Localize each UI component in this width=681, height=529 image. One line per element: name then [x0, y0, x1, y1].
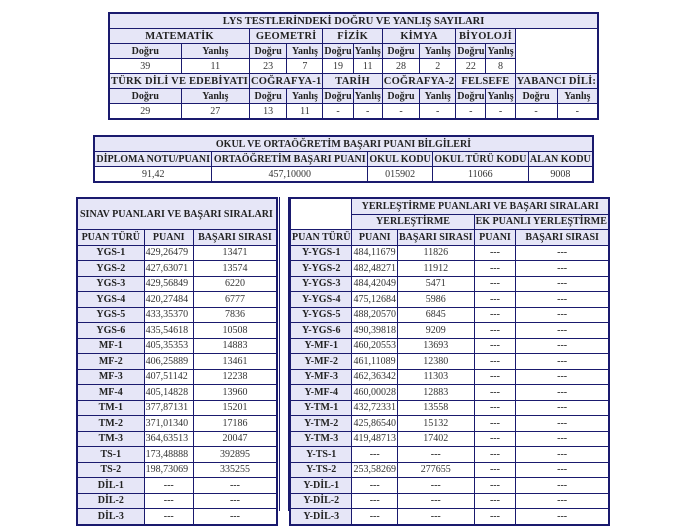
- score-cell: 198,73069: [144, 462, 193, 478]
- rank-cell: 392895: [193, 447, 277, 463]
- score-cell: 371,01340: [144, 416, 193, 432]
- score-cell: 405,35353: [144, 338, 193, 354]
- matematik-wrong: 11: [181, 59, 249, 74]
- rank-cell: 13461: [193, 354, 277, 370]
- rank-cell: 7836: [193, 307, 277, 323]
- subject-tarih: TARİH: [323, 74, 382, 89]
- placement-score-row: [290, 400, 609, 416]
- score-cell: ---: [144, 493, 193, 509]
- correct-label: Doğru: [382, 89, 419, 104]
- correct-label: Doğru: [109, 89, 181, 104]
- subject-yabanci-dili: YABANCI DİLİ:: [516, 75, 597, 87]
- correct-label: Doğru: [324, 45, 352, 57]
- rank-cell: 10508: [193, 323, 277, 339]
- rank-header: BAŞARI SIRASI: [193, 230, 277, 246]
- placement-rank-cell: 11912: [397, 261, 474, 277]
- exam-score-row: [77, 509, 277, 525]
- placement-score-cell: 419,48713: [352, 431, 398, 447]
- rank-cell: 13960: [193, 385, 277, 401]
- kimya-wrong: 2: [420, 59, 456, 74]
- placement-score-row: [290, 493, 609, 509]
- bonus-rank-cell: ---: [516, 493, 609, 509]
- placement-score-cell: 475,12684: [352, 292, 398, 308]
- subject-felsefe: FELSEFE: [456, 74, 515, 89]
- score-type-cell: Y-TM-3: [290, 431, 352, 447]
- biyoloji-wrong: 8: [486, 59, 515, 74]
- placement-score-row: [290, 338, 609, 354]
- rank-cell: ---: [193, 509, 277, 525]
- table-divider: [279, 197, 289, 511]
- rank-cell: 12238: [193, 369, 277, 385]
- exam-score-row: [77, 323, 277, 339]
- diploma-value: 91,42: [94, 167, 212, 183]
- rank-cell: 15201: [193, 400, 277, 416]
- placement-score-row: [290, 323, 609, 339]
- score-cell: 429,26479: [144, 245, 193, 261]
- score-type-cell: Y-MF-3: [290, 369, 352, 385]
- cografya-1-correct: 13: [249, 104, 286, 120]
- bonus-score-cell: ---: [474, 292, 516, 308]
- score-type-cell: YGS-6: [77, 323, 144, 339]
- placement-rank-cell: 11303: [397, 369, 474, 385]
- placement-rank-cell: 11826: [397, 245, 474, 261]
- placement-score-cell: 461,11089: [352, 354, 398, 370]
- subject-biyoloji: BİYOLOJİ: [456, 29, 515, 44]
- placement-rank-cell: 12883: [397, 385, 474, 401]
- placement-score-row: [290, 261, 609, 277]
- correct-label: Doğru: [457, 90, 485, 102]
- lys-results-table: [108, 12, 599, 120]
- placement-rank-cell: 15132: [397, 416, 474, 432]
- wrong-label: Yanlış: [487, 90, 514, 102]
- score-type-cell: DİL-1: [77, 478, 144, 494]
- placement-score-row: [290, 462, 609, 478]
- placement-score-row: [290, 307, 609, 323]
- correct-label: Doğru: [249, 44, 286, 59]
- placement-score-cell: ---: [352, 447, 398, 463]
- placement-score-row: [290, 509, 609, 525]
- fizik-correct: 19: [323, 59, 353, 74]
- wrong-label: Yanlış: [557, 89, 598, 104]
- exam-score-row: [77, 416, 277, 432]
- bonus-rank-cell: ---: [516, 478, 609, 494]
- placement-score-cell: 490,39818: [352, 323, 398, 339]
- placement-score-cell: 462,36342: [352, 369, 398, 385]
- placement-score-row: [290, 354, 609, 370]
- exam-score-row: [77, 385, 277, 401]
- wrong-label: Yanlış: [287, 89, 323, 104]
- correct-label: Doğru: [457, 45, 485, 57]
- placement-score-cell: ---: [352, 509, 398, 525]
- score-type-cell: Y-YGS-4: [290, 292, 352, 308]
- bonus-score-cell: ---: [474, 261, 516, 277]
- score-cell: 433,35370: [144, 307, 193, 323]
- score-type-cell: DİL-3: [77, 509, 144, 525]
- bonus-score-cell: ---: [474, 385, 516, 401]
- tarih-correct: -: [323, 104, 353, 120]
- exam-score-row: [77, 354, 277, 370]
- matematik-correct: 39: [109, 59, 181, 74]
- placement-rank-cell: 5471: [397, 276, 474, 292]
- score-type-cell: YGS-2: [77, 261, 144, 277]
- placement-rank-cell: 6845: [397, 307, 474, 323]
- placement-score-row: [290, 431, 609, 447]
- cografya-1-wrong: 11: [287, 104, 323, 120]
- wrong-label: Yanlış: [487, 45, 514, 57]
- rank-cell: 13471: [193, 245, 277, 261]
- score-header: PUANI: [144, 230, 193, 246]
- placement-score-cell: 484,11679: [352, 245, 398, 261]
- bonus-rank-cell: ---: [516, 431, 609, 447]
- placement-rank-cell: 13558: [397, 400, 474, 416]
- bonus-rank-cell: ---: [516, 245, 609, 261]
- wrong-label: Yanlış: [354, 45, 381, 57]
- score-type-cell: Y-TS-1: [290, 447, 352, 463]
- bonus-score-cell: ---: [474, 276, 516, 292]
- placement-rank-cell: 277655: [397, 462, 474, 478]
- score-type-cell: TS-2: [77, 462, 144, 478]
- exam-score-row: [77, 369, 277, 385]
- bonus-rank-cell: ---: [516, 416, 609, 432]
- score-type-cell: MF-1: [77, 338, 144, 354]
- placement-score-row: [290, 447, 609, 463]
- correct-label: Doğru: [109, 44, 181, 59]
- rank-cell: 6777: [193, 292, 277, 308]
- placement-score-row: [290, 245, 609, 261]
- placement-score-header: PUANI: [352, 230, 398, 246]
- obp-header: ORTAÖĞRETİM BAŞARI PUANI: [212, 152, 368, 167]
- rank-cell: 14883: [193, 338, 277, 354]
- bonus-rank-header: BAŞARI SIRASI: [516, 230, 609, 246]
- score-type-cell: Y-MF-4: [290, 385, 352, 401]
- correct-label: Doğru: [382, 44, 419, 59]
- school-code-header: OKUL KODU: [369, 153, 431, 165]
- subject-turk-dili: TÜRK DİLİ VE EDEBİYATI: [111, 75, 248, 87]
- cografya-2-wrong: -: [420, 104, 456, 120]
- score-type-cell: Y-DİL-1: [290, 478, 352, 494]
- wrong-label: Yanlış: [287, 44, 323, 59]
- exam-score-row: [77, 245, 277, 261]
- score-type-header: PUAN TÜRÜ: [77, 230, 144, 246]
- score-type-cell: MF-2: [77, 354, 144, 370]
- school-code-value: 015902: [368, 167, 433, 183]
- bonus-score-cell: ---: [474, 509, 516, 525]
- exam-scores-table: [76, 197, 278, 526]
- score-cell: ---: [144, 478, 193, 494]
- score-cell: 406,25889: [144, 354, 193, 370]
- turk-dili-wrong: 27: [181, 104, 249, 120]
- bonus-score-cell: ---: [474, 447, 516, 463]
- score-type-header: PUAN TÜRÜ: [290, 230, 352, 246]
- lys-table-title: LYS TESTLERİNDEKİ DOĞRU VE YANLIŞ SAYILARI: [109, 13, 598, 29]
- placement-score-cell: 460,20553: [352, 338, 398, 354]
- score-type-cell: YGS-4: [77, 292, 144, 308]
- bonus-rank-cell: ---: [516, 276, 609, 292]
- exam-score-row: [77, 276, 277, 292]
- bonus-placement-group-header: EK PUANLI YERLEŞTİRME: [474, 214, 609, 230]
- score-type-cell: MF-4: [77, 385, 144, 401]
- score-cell: 420,27484: [144, 292, 193, 308]
- school-type-header: OKUL TÜRÜ KODU: [434, 153, 527, 165]
- exam-scores-title: SINAV PUANLARI VE BAŞARI SIRALARI: [77, 198, 277, 230]
- rank-cell: 17186: [193, 416, 277, 432]
- placement-score-cell: 482,48271: [352, 261, 398, 277]
- bonus-score-cell: ---: [474, 245, 516, 261]
- score-cell: 377,87131: [144, 400, 193, 416]
- score-type-cell: TM-2: [77, 416, 144, 432]
- exam-score-row: [77, 478, 277, 494]
- placement-rank-cell: 9209: [397, 323, 474, 339]
- score-type-cell: YGS-1: [77, 245, 144, 261]
- obp-value: 457,10000: [212, 167, 368, 183]
- score-type-cell: DİL-2: [77, 493, 144, 509]
- bonus-score-cell: ---: [474, 338, 516, 354]
- score-type-cell: Y-YGS-3: [290, 276, 352, 292]
- bonus-rank-cell: ---: [516, 447, 609, 463]
- subject-geometri: GEOMETRİ: [249, 29, 322, 44]
- wrong-label: Yanlış: [420, 89, 456, 104]
- school-info-title: OKUL VE ORTAÖĞRETİM BAŞARI PUANI BİLGİLERİ: [94, 136, 593, 152]
- exam-score-row: [77, 292, 277, 308]
- score-cell: 407,51142: [144, 369, 193, 385]
- placement-score-cell: 484,42049: [352, 276, 398, 292]
- bonus-score-cell: ---: [474, 431, 516, 447]
- placement-rank-header: BAŞARI SIRASI: [397, 230, 474, 246]
- bonus-score-cell: ---: [474, 354, 516, 370]
- placement-rank-cell: ---: [397, 493, 474, 509]
- bonus-score-cell: ---: [474, 369, 516, 385]
- score-cell: 435,54618: [144, 323, 193, 339]
- bonus-rank-cell: ---: [516, 509, 609, 525]
- yabanci-dili-correct: -: [515, 104, 557, 120]
- score-cell: 364,63513: [144, 431, 193, 447]
- subject-cografya-1: COĞRAFYA-1: [250, 75, 322, 87]
- bonus-rank-cell: ---: [516, 462, 609, 478]
- score-cell: 429,56849: [144, 276, 193, 292]
- bonus-rank-cell: ---: [516, 369, 609, 385]
- score-type-cell: Y-MF-1: [290, 338, 352, 354]
- correct-label: Doğru: [249, 89, 286, 104]
- rank-cell: ---: [193, 478, 277, 494]
- score-type-cell: Y-YGS-5: [290, 307, 352, 323]
- placement-score-row: [290, 369, 609, 385]
- exam-score-row: [77, 447, 277, 463]
- exam-score-row: [77, 462, 277, 478]
- placement-score-cell: 425,86540: [352, 416, 398, 432]
- score-type-cell: MF-3: [77, 369, 144, 385]
- bonus-score-cell: ---: [474, 493, 516, 509]
- placement-rank-cell: ---: [397, 447, 474, 463]
- exam-score-row: [77, 338, 277, 354]
- wrong-label: Yanlış: [420, 44, 456, 59]
- bonus-score-cell: ---: [474, 416, 516, 432]
- placement-score-row: [290, 385, 609, 401]
- bonus-rank-cell: ---: [516, 323, 609, 339]
- placement-rank-cell: 5986: [397, 292, 474, 308]
- exam-score-row: [77, 261, 277, 277]
- correct-label: Doğru: [324, 90, 352, 102]
- placement-scores-table: [289, 197, 610, 526]
- bonus-score-header: PUANI: [474, 230, 516, 246]
- bonus-score-cell: ---: [474, 462, 516, 478]
- felsefe-wrong: -: [486, 104, 515, 120]
- bonus-score-cell: ---: [474, 307, 516, 323]
- exam-score-row: [77, 431, 277, 447]
- placement-rank-cell: ---: [397, 509, 474, 525]
- score-type-cell: YGS-5: [77, 307, 144, 323]
- diploma-header: DİPLOMA NOTU/PUANI: [94, 152, 212, 167]
- score-type-cell: Y-DİL-3: [290, 509, 352, 525]
- geometri-correct: 23: [249, 59, 286, 74]
- rank-cell: 335255: [193, 462, 277, 478]
- score-type-cell: YGS-3: [77, 276, 144, 292]
- score-cell: 427,63071: [144, 261, 193, 277]
- rank-cell: 20047: [193, 431, 277, 447]
- correct-label: Doğru: [515, 89, 557, 104]
- subject-matematik: MATEMATİK: [109, 29, 249, 44]
- bonus-score-cell: ---: [474, 323, 516, 339]
- wrong-label: Yanlış: [181, 89, 249, 104]
- score-type-cell: Y-TM-2: [290, 416, 352, 432]
- bonus-rank-cell: ---: [516, 400, 609, 416]
- placement-scores-title: YERLEŞTİRME PUANLARI VE BAŞARI SIRALARI: [352, 198, 609, 214]
- bonus-rank-cell: ---: [516, 307, 609, 323]
- placement-score-row: [290, 416, 609, 432]
- placement-rank-cell: ---: [397, 478, 474, 494]
- placement-score-cell: ---: [352, 478, 398, 494]
- score-type-cell: Y-YGS-2: [290, 261, 352, 277]
- score-type-cell: Y-YGS-6: [290, 323, 352, 339]
- bonus-rank-cell: ---: [516, 385, 609, 401]
- score-type-cell: TM-3: [77, 431, 144, 447]
- placement-rank-cell: 13693: [397, 338, 474, 354]
- wrong-label: Yanlış: [354, 90, 381, 102]
- subject-fizik: FİZİK: [323, 29, 382, 44]
- kimya-correct: 28: [382, 59, 419, 74]
- wrong-label: Yanlış: [181, 44, 249, 59]
- score-type-cell: Y-MF-2: [290, 354, 352, 370]
- score-type-cell: TS-1: [77, 447, 144, 463]
- yabanci-dili-wrong: -: [557, 104, 598, 120]
- exam-score-row: [77, 400, 277, 416]
- placement-rank-cell: 12380: [397, 354, 474, 370]
- placement-score-cell: 460,00028: [352, 385, 398, 401]
- score-cell: ---: [144, 509, 193, 525]
- empty-corner-cell: [290, 198, 352, 230]
- score-type-cell: Y-TM-1: [290, 400, 352, 416]
- placement-score-cell: 253,58269: [352, 462, 398, 478]
- turk-dili-correct: 29: [109, 104, 181, 120]
- placement-score-cell: 488,20570: [352, 307, 398, 323]
- bonus-rank-cell: ---: [516, 261, 609, 277]
- exam-score-row: [77, 307, 277, 323]
- school-info-table: [93, 135, 594, 183]
- placement-group-header: YERLEŞTİRME: [352, 214, 474, 230]
- placement-rank-cell: 17402: [397, 431, 474, 447]
- score-cell: 405,14828: [144, 385, 193, 401]
- placement-score-row: [290, 276, 609, 292]
- placement-score-cell: 432,72331: [352, 400, 398, 416]
- placement-score-row: [290, 478, 609, 494]
- field-code-value: 9008: [528, 167, 593, 183]
- rank-cell: 6220: [193, 276, 277, 292]
- bonus-score-cell: ---: [474, 478, 516, 494]
- bonus-rank-cell: ---: [516, 292, 609, 308]
- empty-cell: [515, 29, 598, 74]
- bonus-score-cell: ---: [474, 400, 516, 416]
- felsefe-correct: -: [456, 104, 486, 120]
- score-type-cell: Y-DİL-2: [290, 493, 352, 509]
- subject-cografya-2: COĞRAFYA-2: [383, 75, 455, 87]
- bonus-rank-cell: ---: [516, 338, 609, 354]
- score-cell: 173,48888: [144, 447, 193, 463]
- score-type-cell: TM-1: [77, 400, 144, 416]
- school-type-value: 11066: [432, 167, 528, 183]
- geometri-wrong: 7: [287, 59, 323, 74]
- tarih-wrong: -: [353, 104, 382, 120]
- biyoloji-correct: 22: [456, 59, 486, 74]
- fizik-wrong: 11: [353, 59, 382, 74]
- field-code-header: ALAN KODU: [528, 152, 593, 167]
- exam-score-row: [77, 493, 277, 509]
- score-type-cell: Y-TS-2: [290, 462, 352, 478]
- subject-kimya: KİMYA: [382, 29, 455, 44]
- score-type-cell: Y-YGS-1: [290, 245, 352, 261]
- bonus-rank-cell: ---: [516, 354, 609, 370]
- rank-cell: 13574: [193, 261, 277, 277]
- placement-score-cell: ---: [352, 493, 398, 509]
- placement-score-row: [290, 292, 609, 308]
- rank-cell: ---: [193, 493, 277, 509]
- cografya-2-correct: -: [382, 104, 419, 120]
